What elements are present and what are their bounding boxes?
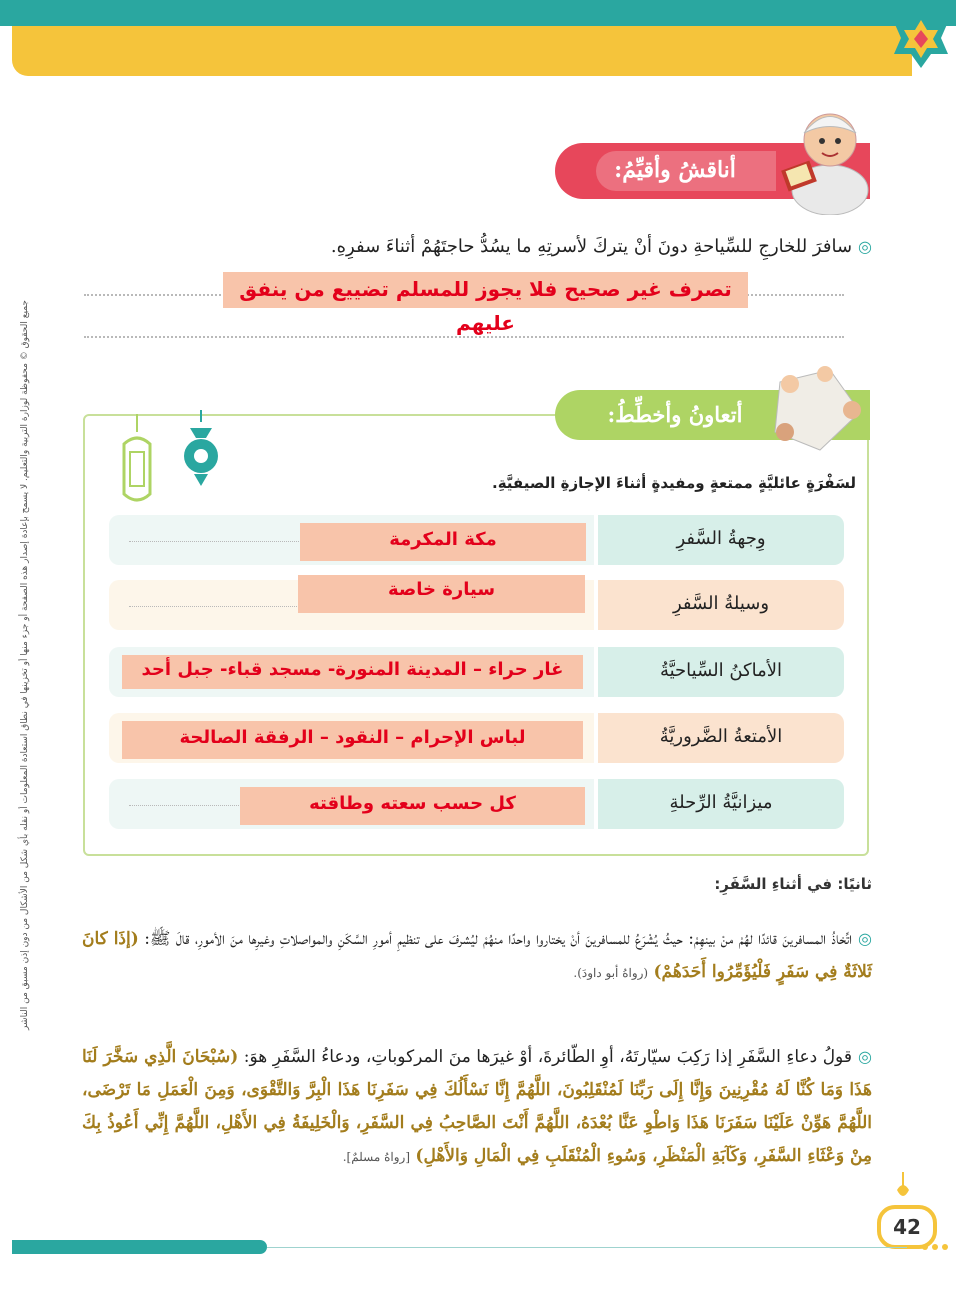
row-label: ميزانيَّةُ الرِّحلةِ [598, 779, 844, 829]
bullet-icon: ◎ [858, 929, 872, 948]
top-banner-teal [0, 0, 956, 26]
section2-subtitle: لسَفْرَةٍ عائليَّةٍ ممتعةٍ ومفيدةٍ أثناءَ الإجازةِ الصيفيَّةِ. [492, 474, 856, 492]
answer-destination: مكة المكرمة [300, 523, 586, 561]
row-label: وِجهةُ السَّفرِ [598, 515, 844, 565]
section1-title: أناقشُ وأقيِّمُ: [614, 157, 736, 183]
answer-luggage: لباس الإحرام – النقود – الرفقة الصالحة [122, 721, 583, 759]
row-label: الأمتعةُ الضَّروريَّةُ [598, 713, 844, 763]
dua-quote: (سُبْحَانَ الَّذِي سَخَّرَ لَنَا هَذَا وَمَا كُنَّا لَهُ مُقْرِنِينَ وَإِنَّا إِلَى رَبِّنَا لَمُنْقَلِبُونَ، اللَّهُمَّ إِنَّا نَسْأَلُكَ فِي سَفَرِنَا هَذَا الْبِرَّ وَالتَّقْوَى، وَمِنَ الْعَمَلِ مَا تَرْضَى، اللَّهُمَّ هَوِّنْ عَلَيْنَا سَفَرَنَا هَذَا وَاطْوِ عَنَّا بُعْدَهُ، اللَّهُمَّ أَنْتَ الصَّاحِبُ فِي السَّفَرِ، وَالْخَلِيفَةُ فِي الأَهْلِ، اللَّهُمَّ إِنِّي أَعُوذُ بِكَ مِنْ وَعْثَاءِ السَّفَرِ، وَكَآبَةِ الْمَنْظَرِ، وَسُوءِ الْمُنْقَلَبِ فِي الْمَالِ وَالأَهْلِ) [82, 1047, 872, 1166]
section2-title: أتعاونُ وأخطِّطُ: [607, 402, 743, 427]
answer-budget: كل حسب سعته وطاقته [240, 787, 585, 825]
footer-dots-icon [920, 1242, 950, 1252]
row-label: وسيلةُ السَّفرِ [598, 580, 844, 630]
paragraph-dua-text: قولُ دعاءِ السَّفَرِ إذا رَكِبَ سيّارتَهُ، أوِ الطّائرةَ، أوْ غيرَها منَ المركوباتِ، ودعاءُ السَّفَرِ هوَ: [243, 1047, 852, 1067]
dua-source: [رواهُ مسلمٌ]. [342, 1150, 410, 1164]
paragraph-dua [82, 1040, 872, 1174]
star-ornament-icon [886, 0, 956, 90]
lantern-outline-icon [116, 414, 158, 514]
page-number: 42 [877, 1205, 937, 1249]
page-ornament-icon [893, 1172, 913, 1208]
question-1 [72, 232, 872, 262]
joined-hands-icon [760, 362, 872, 458]
bullet-icon: ◎ [857, 1047, 873, 1066]
top-banner-yellow [12, 26, 912, 76]
footer-bar [12, 1240, 267, 1254]
answer-places: غار حراء – المدينة المنورة- مسجد قباء- جبل أحد [122, 655, 583, 689]
footer-line [267, 1247, 907, 1248]
bullet-icon: ◎ [858, 237, 872, 256]
lantern-teal-icon [180, 410, 222, 510]
answer-1: تصرف غير صحيح فلا يجوز للمسلم تضييع من ينفق عليهم [223, 272, 748, 308]
boy-reading-icon [780, 95, 872, 215]
answer-transport: سيارة خاصة [298, 575, 585, 613]
question-1-text: سافرَ للخارجِ للسِّياحةِ دونَ أنْ يتركَ لأسرتِهِ ما يسُدُّ حاجتَهُمْ أثناءَ سفرِهِ. [330, 236, 853, 257]
hadith-quote: (إذَا كانَ ثَلاثَةٌ فِي سَفَرٍ فَلْيُؤَمِّرُوا أَحَدَهُمْ) [82, 929, 872, 982]
copyright-note: جميع الحقوق © محفوظة لوزارة التربية والتعليم. لا يسمح بإعادة إصدار هذه الصفحة أو جزء منها أو تخزينها في نطاق استعادة المعلومات أو نقله بأي شكل من الأشكال من دون إذن مسبق من الناشر [20, 300, 30, 1030]
hadith-source: (رواهُ أبو داودَ). [573, 966, 649, 980]
section3-heading: ثانيًا: في أثناءِ السَّفَرِ: [714, 875, 872, 893]
row-label: الأماكنُ السِّياحيَّةُ [598, 647, 844, 697]
paragraph-leader-text: اتِّخاذُ المسافرينَ قائدًا لهُمْ منْ بينهِمْ: حيثُ يُشْرَعُ للمسافرينَ أنْ يختاروا واحدًا منهُمْ ليُشرفَ على تنظيمِ أمورِ السَّكَنِ والمواصلاتِ وغيرِها منَ الأمورِ، قالَ ﷺ: [144, 929, 852, 949]
paragraph-leader [82, 922, 872, 990]
